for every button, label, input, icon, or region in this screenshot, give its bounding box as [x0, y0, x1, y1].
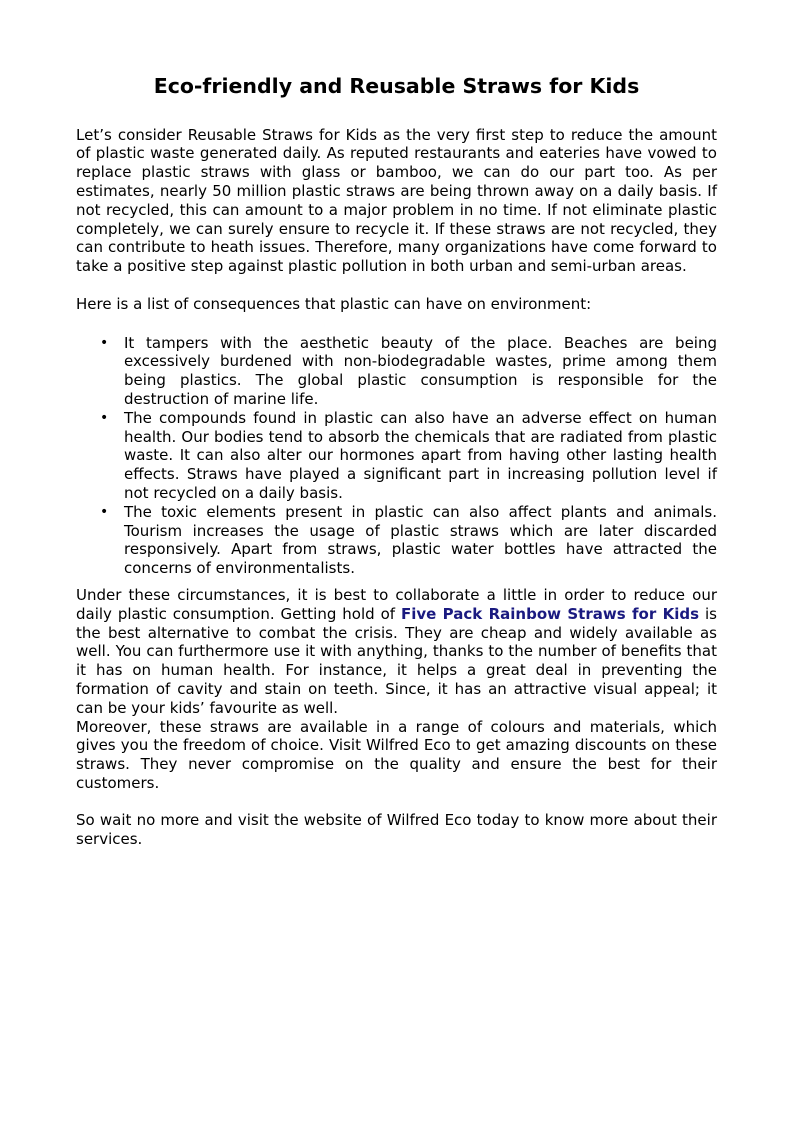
recommendation-paragraph	[76, 586, 717, 718]
recommendation-text-before: Under these circumstances, it is best to collaborate a little in order to reduce our daily plastic consumption. Getting hold of	[76, 585, 717, 623]
bullet-icon: •	[100, 409, 109, 426]
list-item-text: It tampers with the aesthetic beauty of the place. Beaches are being excessively burdened with non-biodegradable wastes, prime among them being plastics. The global plastic consumption is responsible for the destruction of marine life.	[124, 333, 717, 408]
recommendation-text-after: is the best alternative to combat the crisis. They are cheap and widely available as well. You can furthermore use it with anything, thanks to the number of benefits that it has on human health. For instance, it helps a great deal in preventing the formation of cavity and stain on teeth. Since, it has an attractive visual appeal; it can be your kids’ favourite as well.	[76, 604, 717, 717]
closing-paragraph: So wait no more and visit the website of Wilfred Eco today to know more about their services.	[76, 811, 717, 849]
list-item-text: The compounds found in plastic can also have an adverse effect on human health. Our bodies tend to absorb the chemicals that are radiated from plastic waste. It can also alter our hormones apart from having other lasting health effects. Straws have played a significant part in increasing pollution level if not recycled on a daily basis.	[124, 408, 717, 502]
bullet-icon: •	[100, 334, 109, 351]
list-item	[100, 333, 717, 409]
document-title: Eco-friendly and Reusable Straws for Kids	[153, 74, 640, 98]
list-item	[100, 502, 717, 578]
list-intro-paragraph: Here is a list of consequences that plastic can have on environment:	[76, 294, 592, 313]
bullet-icon: •	[100, 503, 109, 520]
product-link[interactable]: Five Pack Rainbow Straws for Kids	[400, 604, 700, 623]
consequences-list	[76, 334, 717, 578]
list-item-text: The toxic elements present in plastic can also affect plants and animals. Tourism increases the usage of plastic straws which are later discarded responsively. Apart from straws, plastic water bottles have attracted the concerns of environmentalists.	[124, 502, 717, 578]
list-item	[100, 408, 717, 503]
intro-paragraph: Let’s consider Reusable Straws for Kids as the very first step to reduce the amount of plastic waste generated daily. As reputed restaurants and eateries have vowed to replace plastic straws with glass or bamboo, we can do our part too. As per estimates, nearly 50 million plastic straws are being thrown away on a daily basis. If not recycled, this can amount to a major problem in no time. If not eliminate plastic completely, we can surely ensure to recycle it. If these straws are not recycled, they can contribute to heath issues. Therefore, many organizations have come forward to take a positive step against plastic pollution in both urban and semi-urban areas.	[76, 125, 717, 276]
choice-paragraph: Moreover, these straws are available in a range of colours and materials, which gives you the freedom of choice. Visit Wilfred Eco to get amazing discounts on these straws. They never compromise on the quality and ensure the best for their customers.	[76, 717, 717, 792]
